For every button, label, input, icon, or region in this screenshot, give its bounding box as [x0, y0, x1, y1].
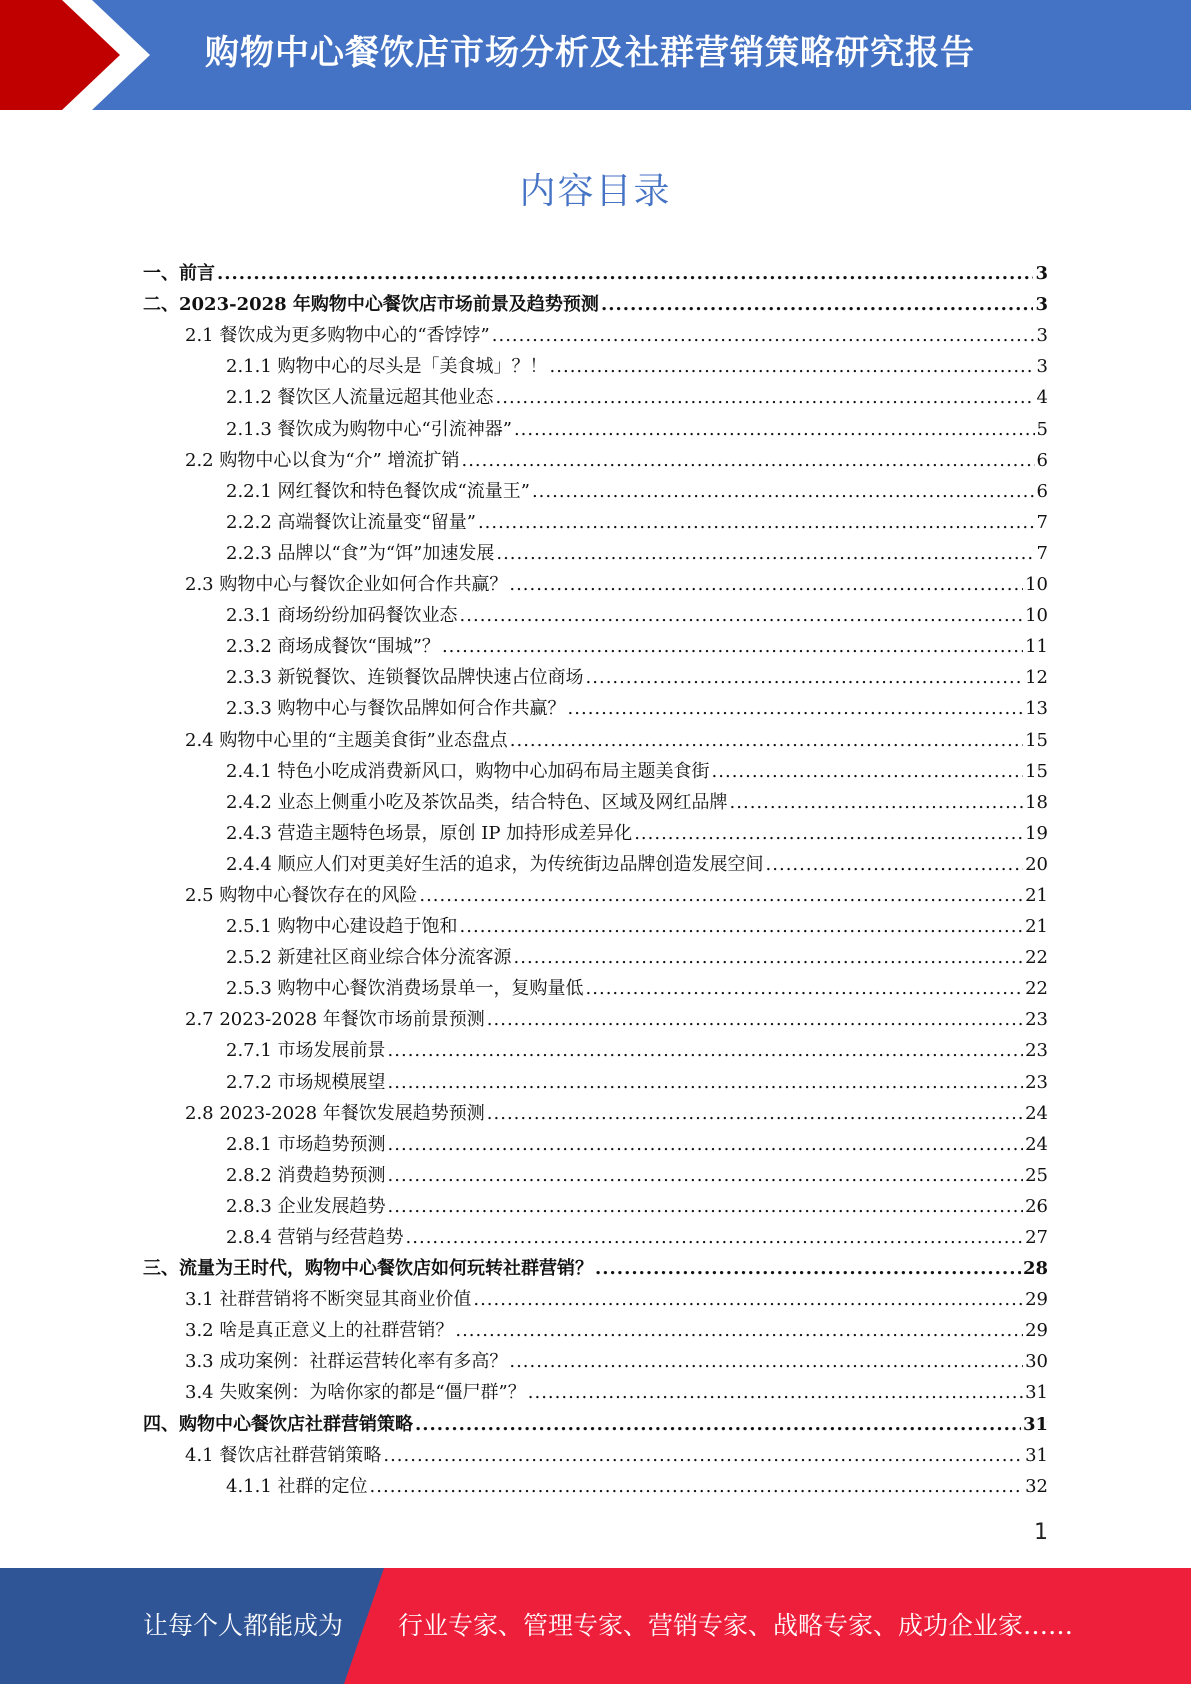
toc-leader-dots [419, 885, 1023, 907]
toc-entry-title: 3.1 社群营销将不断突显其商业价值 [185, 1289, 472, 1311]
toc-entry[interactable] [143, 720, 1048, 751]
toc-leader-dots [514, 947, 1024, 969]
toc-entry-title: 一、前言 [143, 263, 215, 285]
toc-entry-page: 19 [1025, 822, 1048, 844]
toc-leader-dots [595, 1258, 1021, 1280]
toc-entry-page: 10 [1025, 605, 1048, 627]
toc-entry-title: 2.7.1 市场发展前景 [226, 1040, 386, 1062]
toc-entry[interactable] [143, 503, 1048, 534]
toc-entry-page: 24 [1025, 1102, 1048, 1124]
toc-entry-page: 22 [1025, 947, 1048, 969]
toc-entry[interactable] [143, 1404, 1048, 1435]
toc-entry-title: 2.4.3 营造主题特色场景，原创 IP 加持形成差异化 [226, 822, 633, 844]
toc-entry-title: 2.2.3 品牌以“食”为“饵”加速发展 [226, 542, 495, 564]
footer-slogan-left: 让每个人都能成为 [143, 1611, 344, 1640]
toc-entry-page: 30 [1025, 1351, 1048, 1373]
toc-entry-page: 25 [1025, 1164, 1048, 1186]
toc-entry-page: 31 [1025, 1444, 1048, 1466]
toc-entry-title: 2.8.2 消费趋势预测 [226, 1164, 386, 1186]
toc-leader-dots [388, 1165, 1024, 1187]
toc-leader-dots [388, 1196, 1024, 1218]
footer-slogan-right: 行业专家、管理专家、营销专家、战略专家、成功企业家…… [398, 1611, 1074, 1640]
toc-leader-dots [217, 263, 1033, 285]
toc-heading: 内容目录 [519, 171, 672, 212]
toc-leader-dots [568, 698, 1024, 720]
toc-entry[interactable] [143, 907, 1048, 938]
toc-entry-title: 2.5.2 新建社区商业综合体分流客源 [226, 947, 512, 969]
report-title: 购物中心餐饮店市场分析及社群营销策略研究报告 [205, 33, 975, 73]
toc-entry[interactable] [143, 441, 1048, 472]
toc-entry-page: 7 [1036, 511, 1048, 533]
header-banner [0, 0, 1191, 110]
toc-entry-page: 24 [1025, 1133, 1048, 1155]
toc-entry[interactable] [143, 1218, 1048, 1249]
toc-entry-title: 3.4 失败案例：为啥你家的都是“僵尸群”？ [185, 1382, 526, 1404]
toc-entry-title: 2.7.2 市场规模展望 [226, 1071, 386, 1093]
toc-entry[interactable] [143, 876, 1048, 907]
toc-entry-page: 26 [1025, 1195, 1048, 1217]
toc-entry[interactable] [143, 1280, 1048, 1311]
toc-leader-dots [514, 419, 1035, 441]
toc-leader-dots [601, 294, 1034, 316]
toc-leader-dots [510, 730, 1023, 752]
toc-entry[interactable] [143, 1311, 1048, 1342]
toc-entry-title: 2.3.2 商场成餐饮“围城”？ [226, 636, 440, 658]
toc-entry-title: 2.7 2023-2028 年餐饮市场前景预测 [185, 1009, 485, 1031]
toc-leader-dots [550, 356, 1035, 378]
toc-entry-page: 10 [1025, 574, 1048, 596]
toc-entry[interactable] [143, 938, 1048, 969]
toc-entry[interactable] [143, 627, 1048, 658]
toc-entry-page: 22 [1025, 978, 1048, 1000]
page-number: 1 [1034, 1520, 1048, 1545]
toc-entry-page: 21 [1025, 916, 1048, 938]
toc-leader-dots [712, 761, 1024, 783]
toc-leader-dots [492, 325, 1035, 347]
toc-entry-title: 2.4.2 业态上侧重小吃及茶饮品类，结合特色、区域及网红品牌 [226, 791, 728, 813]
toc-entry-title: 四、购物中心餐饮店社群营销策略 [143, 1413, 413, 1435]
toc-entry-title: 2.1.1 购物中心的尽头是「美食城」？！ [226, 356, 548, 378]
toc-entry-page: 15 [1025, 729, 1048, 751]
toc-entry-page: 18 [1025, 791, 1048, 813]
toc-entry-title: 2.8.4 营销与经营趋势 [226, 1227, 404, 1248]
toc-entry-page: 32 [1025, 1475, 1048, 1497]
toc-entry-page: 7 [1036, 542, 1048, 564]
toc-entry-page: 3 [1036, 325, 1048, 347]
toc-entry-title: 2.2 购物中心以食为“介” 增流扩销 [185, 449, 460, 471]
toc-leader-dots [586, 667, 1024, 689]
toc-entry[interactable] [143, 285, 1048, 316]
toc-entry[interactable] [143, 316, 1048, 347]
toc-leader-dots [509, 574, 1023, 596]
toc-entry-page: 3 [1036, 356, 1048, 378]
toc-leader-dots [461, 450, 1034, 472]
toc-leader-dots [388, 1072, 1024, 1094]
toc-entry-title: 2.5.3 购物中心餐饮消费场景单一，复购量低 [226, 978, 584, 1000]
toc-entry-title: 4.1 餐饮店社群营销策略 [185, 1444, 382, 1466]
table-of-contents [143, 254, 1048, 1498]
toc-entry-page: 29 [1025, 1320, 1048, 1342]
toc-leader-dots [460, 605, 1024, 627]
toc-entry[interactable] [143, 1031, 1048, 1062]
toc-entry-title: 2.8 2023-2028 年餐饮发展趋势预测 [185, 1102, 485, 1124]
toc-entry[interactable] [143, 378, 1048, 409]
toc-leader-dots [383, 1445, 1023, 1467]
toc-entry-title: 2.4.1 特色小吃成消费新风口，购物中心加码布局主题美食街 [226, 760, 710, 782]
toc-entry-page: 31 [1025, 1382, 1048, 1404]
toc-leader-dots [496, 387, 1035, 409]
toc-entry-page: 13 [1025, 698, 1048, 720]
toc-entry-title: 2.2.2 高端餐饮让流量变“留量” [226, 511, 476, 533]
toc-entry-title: 2.3.1 商场纷纷加码餐饮业态 [226, 605, 458, 627]
toc-entry[interactable] [143, 1187, 1048, 1218]
toc-entry-page: 5 [1036, 418, 1048, 440]
toc-entry-title: 2.5.1 购物中心建设趋于饱和 [226, 916, 458, 938]
toc-entry-page: 6 [1036, 449, 1048, 471]
header-arrow-decoration [0, 0, 160, 110]
toc-entry-page: 29 [1025, 1289, 1048, 1311]
toc-entry-title: 4.1.1 社群的定位 [226, 1475, 368, 1497]
toc-leader-dots [730, 792, 1024, 814]
toc-entry[interactable] [143, 689, 1048, 720]
toc-leader-dots [370, 1476, 1024, 1498]
toc-entry-page: 3 [1035, 294, 1048, 316]
toc-entry-title: 三、流量为王时代，购物中心餐饮店如何玩转社群营销？ [143, 1258, 593, 1280]
toc-entry-page: 3 [1035, 263, 1048, 285]
toc-entry-title: 2.8.1 市场趋势预测 [226, 1133, 386, 1155]
toc-leader-dots [478, 512, 1035, 534]
toc-entry-page: 12 [1025, 667, 1048, 689]
toc-entry[interactable] [143, 1467, 1048, 1498]
toc-leader-dots [415, 1414, 1021, 1436]
toc-leader-dots [532, 481, 1035, 503]
toc-entry[interactable] [143, 1342, 1048, 1373]
toc-entry-title: 2.1.3 餐饮成为购物中心“引流神器” [226, 418, 512, 440]
toc-entry[interactable] [143, 845, 1048, 876]
toc-entry-title: 二、2023-2028 年购物中心餐饮店市场前景及趋势预测 [143, 294, 599, 316]
toc-leader-dots [388, 1040, 1024, 1062]
toc-leader-dots [496, 543, 1034, 565]
toc-entry[interactable] [143, 658, 1048, 689]
toc-entry-title: 2.1.2 餐饮区人流量远超其他业态 [226, 387, 494, 409]
toc-entry-title: 2.3.3 购物中心与餐饮品牌如何合作共赢？ [226, 698, 566, 720]
footer-banner [0, 1568, 1191, 1684]
toc-entry[interactable] [143, 1094, 1048, 1125]
toc-entry-page: 11 [1025, 636, 1048, 658]
toc-entry[interactable] [143, 752, 1048, 783]
toc-entry-title: 2.2.1 网红餐饮和特色餐饮成“流量王” [226, 480, 530, 502]
toc-entry[interactable] [143, 1125, 1048, 1156]
toc-entry[interactable] [143, 1373, 1048, 1404]
toc-leader-dots [460, 916, 1024, 938]
toc-leader-dots [455, 1320, 1023, 1342]
toc-entry-title: 3.3 成功案例：社群运营转化率有多高？ [185, 1351, 508, 1373]
toc-entry-page: 23 [1025, 1040, 1048, 1062]
toc-entry-title: 2.8.3 企业发展趋势 [226, 1195, 386, 1217]
toc-leader-dots [487, 1103, 1023, 1125]
toc-entry[interactable] [143, 1156, 1048, 1187]
toc-leader-dots [509, 1351, 1023, 1373]
toc-entry[interactable] [143, 409, 1048, 440]
toc-entry[interactable] [143, 472, 1048, 503]
toc-entry[interactable] [143, 1062, 1048, 1093]
toc-entry[interactable] [143, 565, 1048, 596]
toc-entry-title: 2.1 餐饮成为更多购物中心的“香饽饽” [185, 325, 490, 347]
toc-entry-page: 6 [1036, 480, 1048, 502]
toc-entry-page: 28 [1022, 1258, 1048, 1280]
toc-entry[interactable] [143, 1436, 1048, 1467]
toc-entry[interactable] [143, 534, 1048, 565]
toc-entry-page: 21 [1025, 884, 1048, 906]
toc-entry-title: 2.5 购物中心餐饮存在的风险 [185, 884, 418, 906]
toc-entry[interactable] [143, 596, 1048, 627]
toc-leader-dots [473, 1289, 1023, 1311]
toc-entry-page: 27 [1025, 1227, 1048, 1248]
toc-leader-dots [586, 978, 1024, 1000]
toc-entry[interactable] [143, 254, 1048, 285]
toc-entry[interactable] [143, 1249, 1048, 1280]
toc-leader-dots [634, 823, 1023, 845]
toc-entry[interactable] [143, 814, 1048, 845]
toc-leader-dots [406, 1227, 1024, 1249]
toc-entry-title: 2.3.3 新锐餐饮、连锁餐饮品牌快速占位商场 [226, 667, 584, 689]
toc-entry[interactable] [143, 783, 1048, 814]
toc-entry-page: 4 [1036, 387, 1048, 409]
toc-leader-dots [388, 1134, 1024, 1156]
toc-entry-title: 2.4.4 顺应人们对更美好生活的追求，为传统街边品牌创造发展空间 [226, 853, 764, 875]
toc-entry-page: 23 [1025, 1009, 1048, 1031]
toc-entry-title: 2.3 购物中心与餐饮企业如何合作共赢？ [185, 574, 508, 596]
toc-entry[interactable] [143, 347, 1048, 378]
toc-entry[interactable] [143, 1000, 1048, 1031]
toc-entry-page: 15 [1025, 760, 1048, 782]
toc-leader-dots [528, 1382, 1023, 1404]
toc-leader-dots [766, 854, 1024, 876]
toc-leader-dots [442, 636, 1023, 658]
toc-leader-dots [487, 1009, 1023, 1031]
toc-entry-page: 23 [1025, 1071, 1048, 1093]
toc-entry-title: 3.2 啥是真正意义上的社群营销？ [185, 1320, 454, 1342]
toc-entry-page: 31 [1022, 1413, 1048, 1435]
toc-entry-page: 20 [1025, 853, 1048, 875]
toc-entry-title: 2.4 购物中心里的“主题美食街”业态盘点 [185, 729, 508, 751]
toc-entry[interactable] [143, 969, 1048, 1000]
